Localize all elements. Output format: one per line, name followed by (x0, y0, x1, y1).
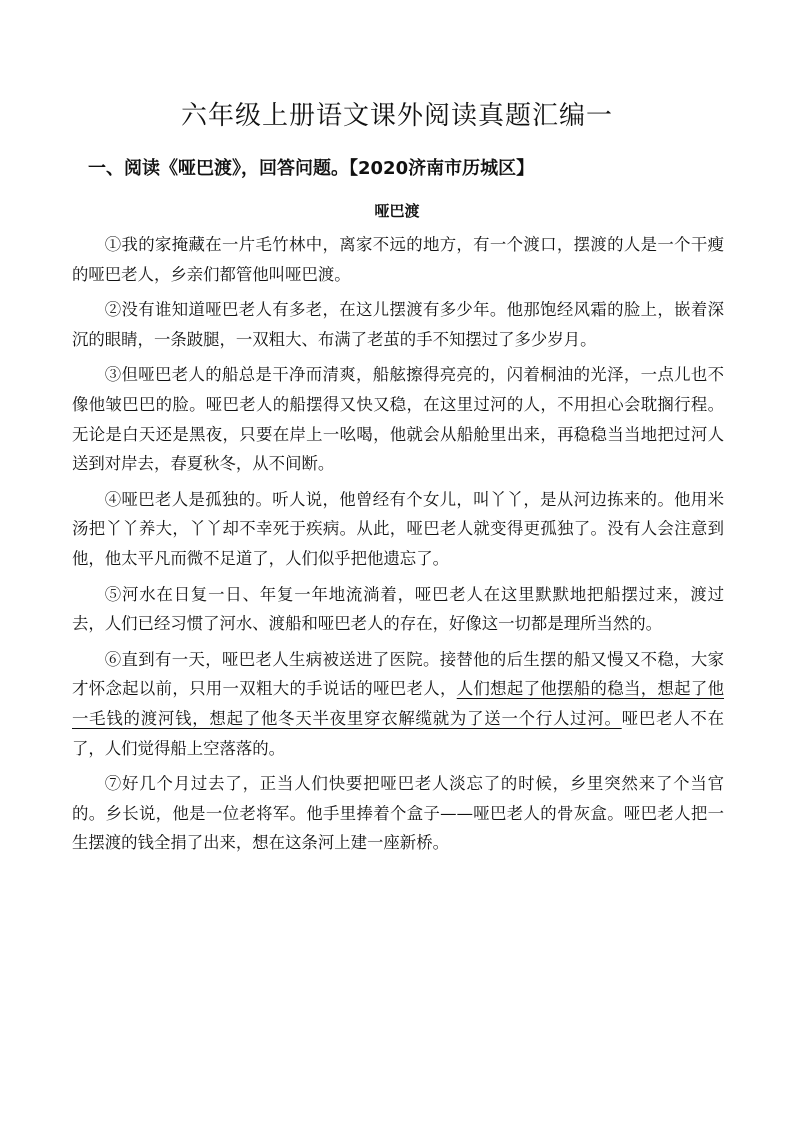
paragraph-6-start: ⑥直到有一天，哑巴老人生病被送进了医院。接替他的后生摆的船又慢又不稳，大家才怀念起以前，只用一双粗大的手说话的哑巴老人， (72, 649, 724, 699)
underlined-sentence: 人们想起了他摆船的稳当，想起了他一毛钱的渡河钱，想起了他冬天半夜里穿衣解缆就为了送一个行人过河。 (72, 679, 725, 728)
passage-body (72, 230, 724, 864)
paragraph-1: ①我的家掩藏在一片毛竹林中，离家不远的地方，有一个渡口，摆渡的人是一个干瘦的哑巴老人，乡亲们都管他叫哑巴渡。 (72, 235, 724, 284)
paragraph-2: ②没有谁知道哑巴老人有多老，在这儿摆渡有多少年。他那饱经风霜的脸上，嵌着深沉的眼睛，一条跛腿，一双粗大、布满了老茧的手不知摆过了多少岁月。 (72, 300, 724, 349)
paragraph-4: ④哑巴老人是孤独的。听人说，他曾经有个女儿，叫丫丫，是从河边拣来的。他用米汤把丫丫养大，丫丫却不幸死于疾病。从此，哑巴老人就变得更孤独了。没有人会注意到他，他太平凡而微不足道了，人们似乎把他遗忘了。 (72, 489, 724, 568)
paragraph-5: ⑤河水在日复一日、年复一年地流淌着，哑巴老人在这里默默地把船摆过来，渡过去，人们已经习惯了河水、渡船和哑巴老人的存在，好像这一切都是理所当然的。 (72, 584, 724, 634)
paragraph-3: ③但哑巴老人的船总是干净而清爽，船舷擦得亮亮的，闪着桐油的光泽，一点儿也不像他皱巴巴的脸。哑巴老人的船摆得又快又稳，在这里过河的人，不用担心会耽搁行程。无论是白天还是黑夜，只要在岸上一吆喝，他就会从船舱里出来，再稳稳当当地把过河人送到对岸去，春夏秋冬，从不间断。 (72, 365, 724, 474)
paragraph-6-end: 哑巴老人不在了，人们觉得船上空落落的。 (72, 708, 725, 758)
document-title: 六年级上册语文课外阅读真题汇编一 (180, 101, 613, 131)
passage-title: 哑巴渡 (374, 202, 420, 220)
paragraph-7: ⑦好几个月过去了，正当人们快要把哑巴老人淡忘了的时候，乡里突然来了个当官的。乡长说，他是一位老将军。他手里捧着个盒子——哑巴老人的骨灰盒。哑巴老人把一生摆渡的钱全捐了出来，想在这条河上建一座新桥。 (72, 774, 724, 853)
section-heading: 一、阅读《哑巴渡》，回答问题。【2020济南市历城区】 (88, 158, 535, 179)
paragraph-6 (72, 645, 724, 763)
